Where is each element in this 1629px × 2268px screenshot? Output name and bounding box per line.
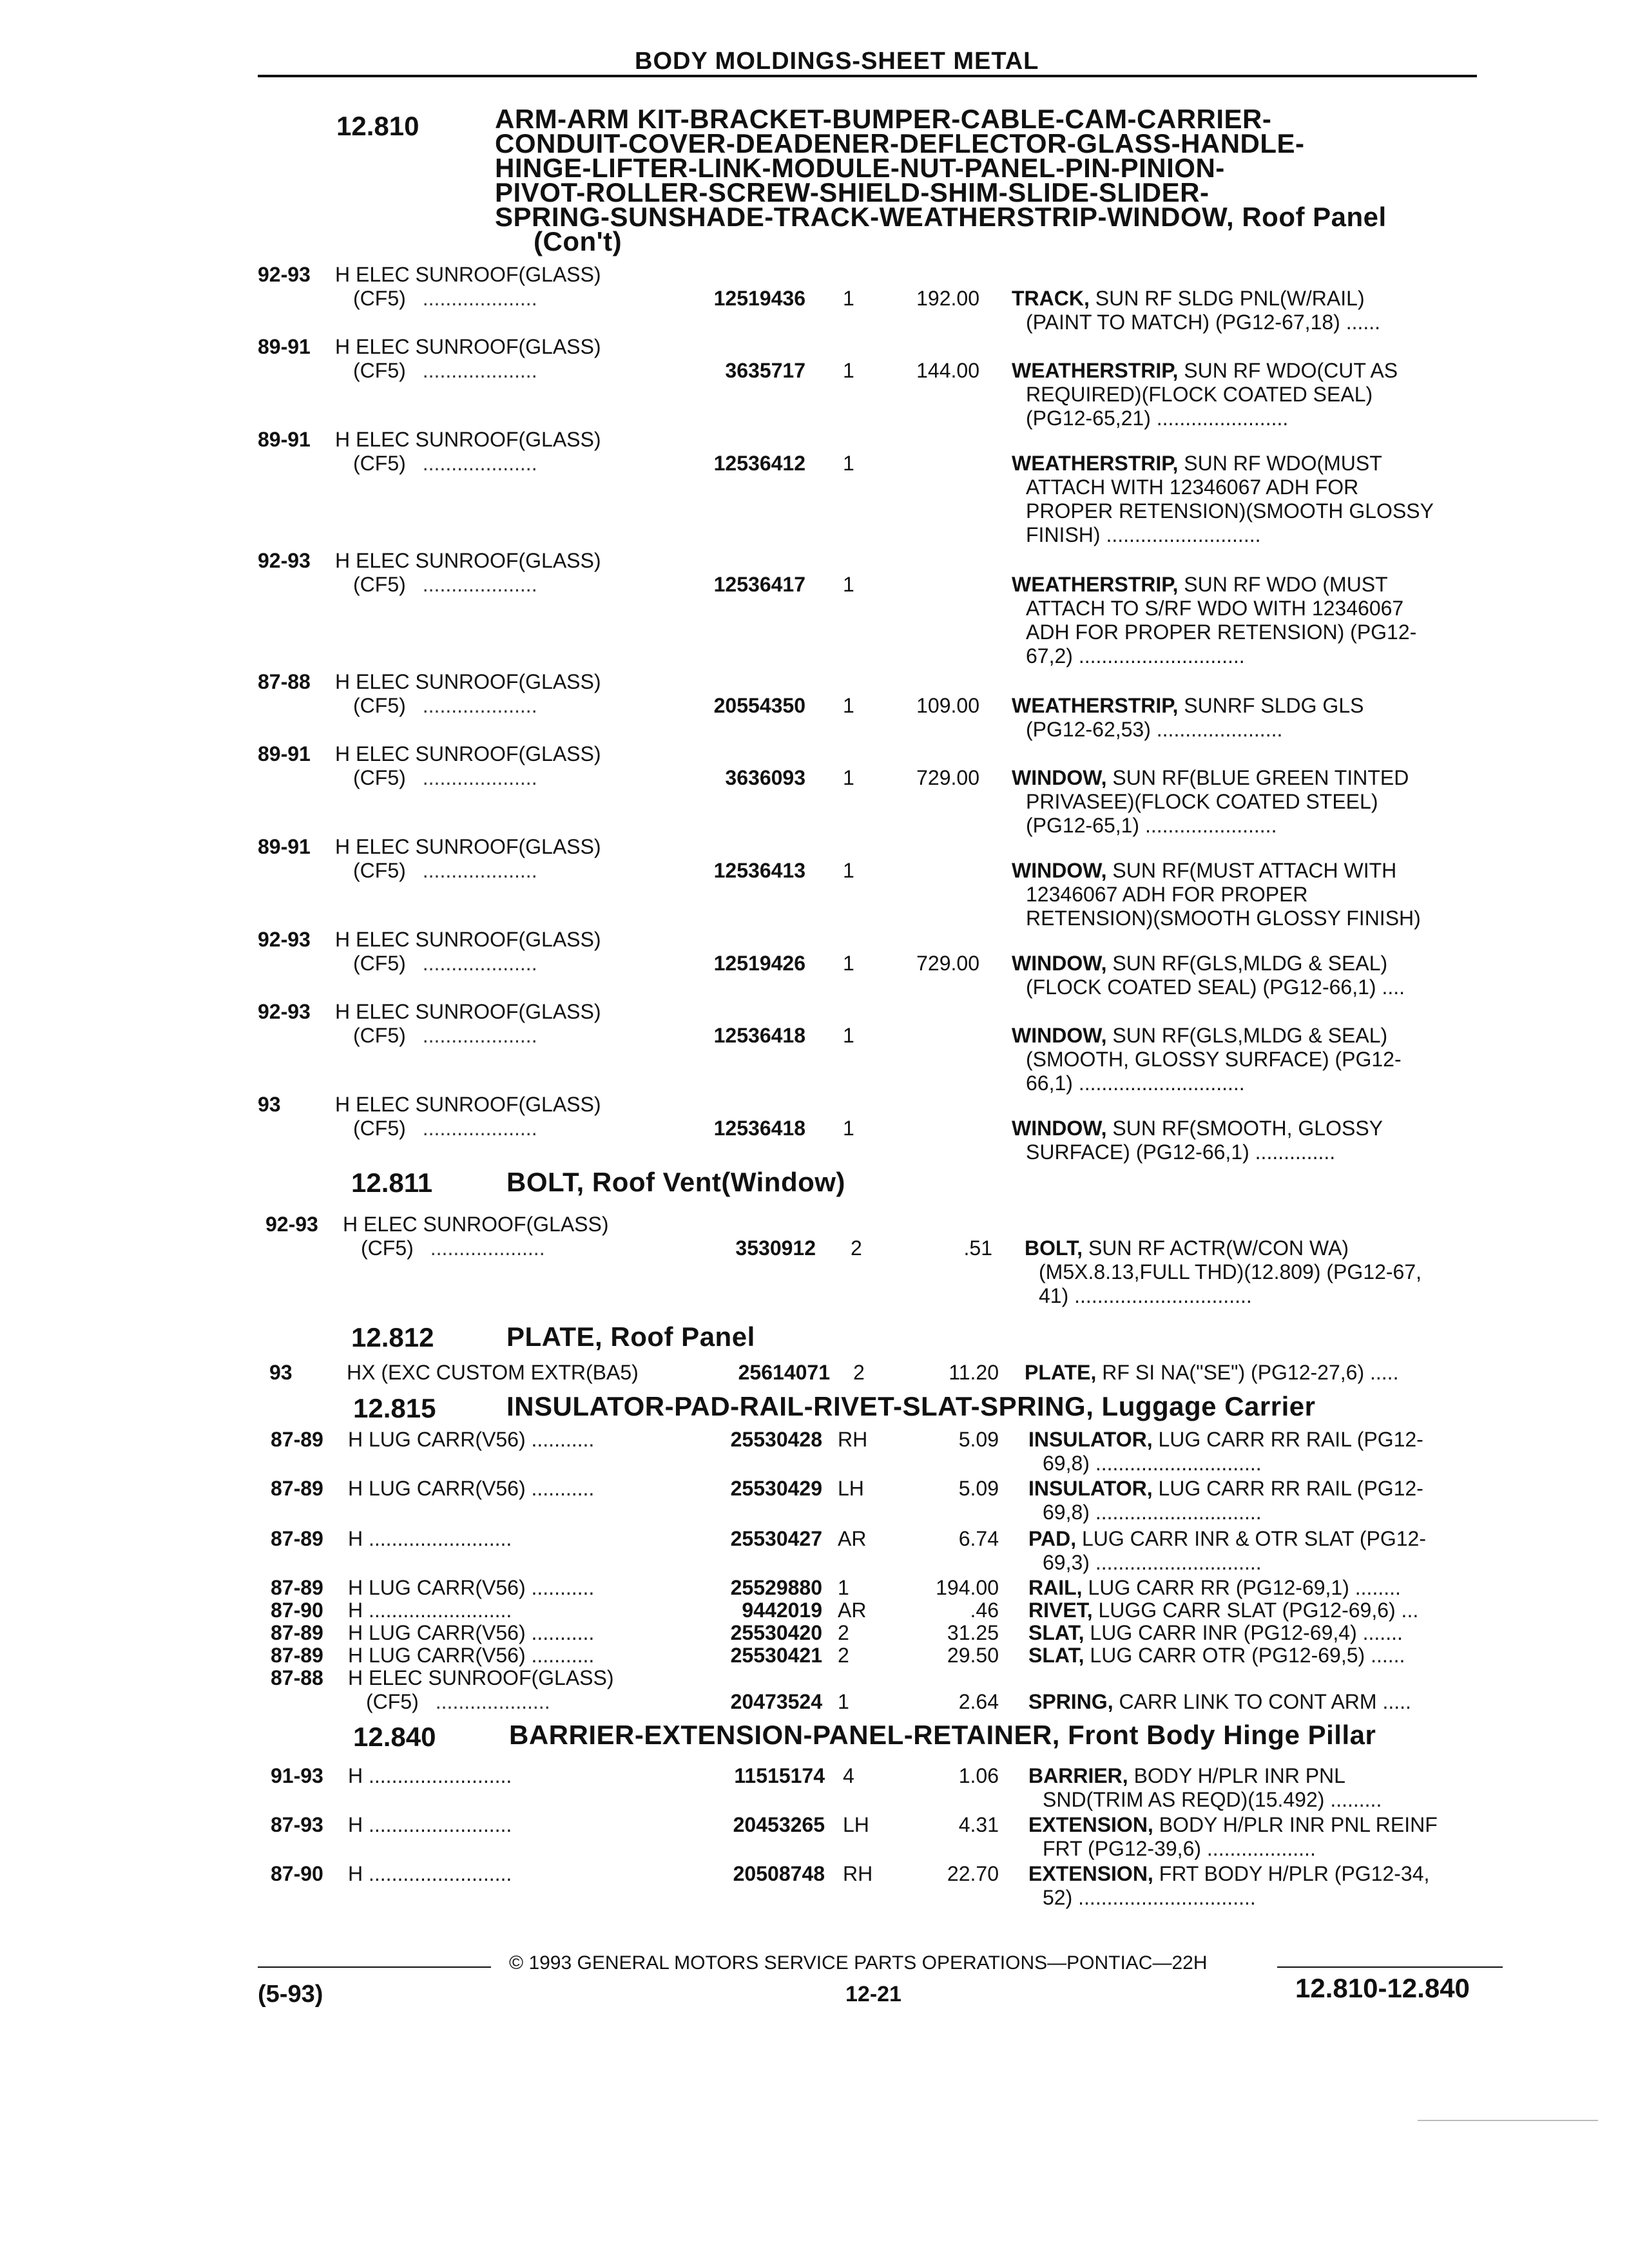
- description-text: CARR LINK TO CONT ARM .....: [1119, 1690, 1411, 1713]
- quantity: 1: [843, 952, 854, 975]
- description-line: [1012, 859, 1489, 883]
- description-line: ATTACH WITH 12346067 ADH FOR: [1026, 476, 1359, 499]
- part-number: 25529880: [730, 1576, 822, 1599]
- section-title: BOLT, Roof Vent(Window): [506, 1167, 845, 1197]
- leader-dots: ....................: [422, 952, 537, 975]
- model-description: H ELEC SUNROOF(GLASS): [335, 742, 601, 765]
- description-line: [1028, 1764, 1505, 1788]
- description-noun: WEATHERSTRIP,: [1012, 359, 1179, 382]
- model-option-line: [366, 1690, 550, 1714]
- part-description: [1025, 1361, 1501, 1385]
- section-number: 12.815: [353, 1393, 436, 1423]
- quantity: RH: [838, 1428, 868, 1451]
- quantity: 2: [838, 1644, 849, 1667]
- option-code: (CF5): [353, 452, 406, 475]
- quantity: 2: [851, 1236, 862, 1260]
- quantity: LH: [838, 1477, 864, 1500]
- description-noun: WINDOW,: [1012, 766, 1107, 789]
- section-title-line: CONDUIT-COVER-DEADENER-DEFLECTOR-GLASS-HANDLE-: [495, 128, 1305, 159]
- price: 729.00: [916, 766, 979, 789]
- description-noun: INSULATOR,: [1028, 1428, 1153, 1451]
- description-text: FRT BODY H/PLR (PG12-34,: [1159, 1862, 1430, 1885]
- price: 192.00: [916, 287, 979, 310]
- price: 11.20: [949, 1361, 999, 1384]
- description-noun: PAD,: [1028, 1527, 1077, 1550]
- option-code: (CF5): [353, 766, 406, 789]
- running-head: BODY MOLDINGS-SHEET METAL: [635, 48, 1039, 75]
- description-noun: EXTENSION,: [1028, 1813, 1153, 1836]
- model-description: H LUG CARR(V56) ...........: [348, 1644, 595, 1667]
- description-noun: SLAT,: [1028, 1621, 1084, 1644]
- description-line: [1028, 1621, 1505, 1645]
- price: 5.09: [958, 1428, 999, 1451]
- model-description: H ELEC SUNROOF(GLASS): [335, 335, 601, 358]
- model-years: 89-91: [258, 742, 311, 765]
- part-description: [1028, 1527, 1505, 1575]
- description-text: LUG CARR RR RAIL (PG12-: [1158, 1477, 1423, 1500]
- model-years: 92-93: [258, 1000, 311, 1023]
- part-description: [1012, 359, 1489, 430]
- quantity: LH: [843, 1813, 869, 1836]
- parts-entry: [258, 549, 1482, 678]
- section-title: BARRIER-EXTENSION-PANEL-RETAINER, Front Body Hinge Pillar: [509, 1720, 1376, 1750]
- description-line: [1025, 1361, 1501, 1385]
- part-description: [1012, 766, 1489, 838]
- model-years: 92-93: [258, 263, 311, 286]
- option-code: (CF5): [353, 859, 406, 882]
- model-description: H .........................: [348, 1813, 512, 1836]
- description-line: 67,2) .............................: [1026, 644, 1245, 668]
- model-option-line: [353, 359, 537, 383]
- parts-entry: [258, 1093, 1482, 1222]
- model-description: H .........................: [348, 1599, 512, 1622]
- section-number: 12.811: [351, 1168, 433, 1198]
- section-title: [495, 104, 1500, 256]
- model-years: 87-89: [271, 1644, 323, 1667]
- leader-dots: ....................: [435, 1690, 550, 1713]
- description-noun: WINDOW,: [1012, 1117, 1107, 1140]
- model-description: HX (EXC CUSTOM EXTR(BA5): [347, 1361, 639, 1384]
- description-line: (PG12-62,53) ......................: [1026, 718, 1283, 741]
- footer-rule: [1277, 1966, 1503, 1968]
- section-title-line: (Con't): [534, 226, 622, 256]
- part-description: [1028, 1862, 1505, 1910]
- model-option-line: [353, 766, 537, 790]
- description-text: SUN RF(SMOOTH, GLOSSY: [1112, 1117, 1383, 1140]
- option-code: (CF5): [353, 694, 406, 717]
- description-line: (PAINT TO MATCH) (PG12-67,18) ......: [1026, 311, 1381, 334]
- description-text: SUN RF WDO(CUT AS: [1184, 359, 1398, 382]
- model-years: 87-90: [271, 1599, 323, 1622]
- model-option-line: [353, 694, 537, 718]
- price: 29.50: [947, 1644, 999, 1667]
- model-option-line: [353, 1024, 537, 1048]
- model-years: 87-89: [271, 1428, 323, 1451]
- price: 1.06: [958, 1764, 999, 1787]
- description-line: 69,3) .............................: [1043, 1551, 1262, 1574]
- model-years: 87-90: [271, 1862, 323, 1885]
- description-text: BODY H/PLR INR PNL REINF: [1159, 1813, 1438, 1836]
- model-years: 87-89: [271, 1621, 323, 1644]
- quantity: AR: [838, 1527, 867, 1550]
- description-line: ADH FOR PROPER RETENSION) (PG12-: [1026, 620, 1417, 644]
- description-line: (FLOCK COATED SEAL) (PG12-66,1) ....: [1026, 975, 1405, 999]
- description-line: (M5X.8.13,FULL THD)(12.809) (PG12-67,: [1039, 1260, 1422, 1283]
- part-number: 25530420: [730, 1621, 822, 1644]
- quantity: 1: [843, 359, 854, 382]
- description-text: LUG CARR RR (PG12-69,1) ........: [1088, 1576, 1401, 1599]
- description-line: FINISH) ...........................: [1026, 523, 1261, 546]
- quantity: 1: [843, 287, 854, 310]
- model-years: 92-93: [258, 928, 311, 951]
- description-noun: INSULATOR,: [1028, 1477, 1153, 1500]
- section-title: INSULATOR-PAD-RAIL-RIVET-SLAT-SPRING, Luggage Carrier: [506, 1391, 1316, 1421]
- parts-entry: [258, 428, 1482, 557]
- quantity: 2: [838, 1621, 849, 1644]
- quantity: RH: [843, 1862, 873, 1885]
- description-text: SUN RF(GLS,MLDG & SEAL): [1112, 1024, 1388, 1047]
- quantity: AR: [838, 1599, 867, 1622]
- footer-section-range: 12.810-12.840: [1295, 1973, 1470, 2003]
- quantity: 2: [853, 1361, 865, 1384]
- model-option-line: [353, 1117, 537, 1140]
- model-option-line: [353, 859, 537, 883]
- model-years: 89-91: [258, 428, 311, 451]
- price: .46: [970, 1599, 999, 1622]
- description-line: [1012, 1024, 1489, 1048]
- model-description: H LUG CARR(V56) ...........: [348, 1477, 595, 1500]
- description-line: [1028, 1527, 1505, 1551]
- part-number: 25614071: [738, 1361, 830, 1384]
- price: 2.64: [958, 1690, 999, 1713]
- description-line: [1028, 1862, 1505, 1886]
- model-description: H ELEC SUNROOF(GLASS): [335, 549, 601, 572]
- price: 109.00: [916, 694, 979, 717]
- part-description: [1028, 1764, 1505, 1812]
- description-noun: RAIL,: [1028, 1576, 1083, 1599]
- part-description: [1012, 859, 1489, 930]
- description-noun: RIVET,: [1028, 1599, 1093, 1622]
- model-option-line: [361, 1236, 545, 1260]
- part-description: [1012, 1024, 1489, 1095]
- description-noun: PLATE,: [1025, 1361, 1097, 1384]
- description-line: [1028, 1477, 1505, 1501]
- part-number: 12536412: [713, 452, 805, 475]
- description-noun: WEATHERSTRIP,: [1012, 573, 1179, 596]
- part-number: 25530421: [730, 1644, 822, 1667]
- leader-dots: ....................: [422, 287, 537, 310]
- part-number: 12519426: [713, 952, 805, 975]
- description-noun: WINDOW,: [1012, 859, 1107, 882]
- model-years: 87-88: [271, 1666, 323, 1689]
- option-code: (CF5): [353, 573, 406, 596]
- model-description: H ELEC SUNROOF(GLASS): [335, 428, 601, 451]
- section-title-line: HINGE-LIFTER-LINK-MODULE-NUT-PANEL-PIN-PINION-: [495, 153, 1225, 183]
- price: 4.31: [958, 1813, 999, 1836]
- description-noun: TRACK,: [1012, 287, 1090, 310]
- leader-dots: ....................: [422, 1117, 537, 1140]
- part-number: 12536418: [713, 1117, 805, 1140]
- parts-entry: [265, 1213, 1482, 1341]
- description-noun: BARRIER,: [1028, 1764, 1128, 1787]
- description-noun: SPRING,: [1028, 1690, 1113, 1713]
- description-line: [1028, 1576, 1505, 1600]
- description-line: 69,8) .............................: [1043, 1452, 1262, 1475]
- section-number: 12.810: [336, 111, 419, 141]
- part-number: 12519436: [713, 287, 805, 310]
- part-number: 3635717: [725, 359, 805, 382]
- description-line: [1028, 1644, 1505, 1667]
- footer-page-number: 12-21: [845, 1982, 901, 2006]
- description-noun: BOLT,: [1025, 1236, 1083, 1260]
- section-title-line: PIVOT-ROLLER-SCREW-SHIELD-SHIM-SLIDE-SLIDER-: [495, 177, 1210, 207]
- option-code: (CF5): [366, 1690, 419, 1713]
- leader-dots: ....................: [422, 359, 537, 382]
- quantity: 1: [843, 766, 854, 789]
- price: 31.25: [947, 1621, 999, 1644]
- footer-date: (5-93): [258, 1981, 323, 2008]
- option-code: (CF5): [353, 287, 406, 310]
- description-text: RF SI NA("SE") (PG12-27,6) .....: [1102, 1361, 1399, 1384]
- description-text: BODY H/PLR INR PNL: [1133, 1764, 1345, 1787]
- leader-dots: ....................: [422, 859, 537, 882]
- description-noun: EXTENSION,: [1028, 1862, 1153, 1885]
- description-line: 69,8) .............................: [1043, 1501, 1262, 1524]
- part-description: [1028, 1477, 1505, 1524]
- description-line: 41) ...............................: [1039, 1284, 1252, 1307]
- description-line: SND(TRIM AS REQD)(15.492) .........: [1043, 1788, 1382, 1811]
- model-years: 87-93: [271, 1813, 323, 1836]
- description-line: [1028, 1813, 1505, 1837]
- part-description: [1012, 287, 1489, 334]
- description-text: SUN RF SLDG PNL(W/RAIL): [1095, 287, 1365, 310]
- model-option-line: [353, 573, 537, 597]
- part-number: 12536418: [713, 1024, 805, 1047]
- leader-dots: ....................: [422, 694, 537, 717]
- model-description: H ELEC SUNROOF(GLASS): [343, 1213, 609, 1236]
- description-line: PROPER RETENSION)(SMOOTH GLOSSY: [1026, 499, 1434, 523]
- footer-copyright: © 1993 GENERAL MOTORS SERVICE PARTS OPERATIONS—PONTIAC—22H: [509, 1952, 1208, 1974]
- part-description: [1028, 1599, 1505, 1622]
- model-years: 87-89: [271, 1477, 323, 1500]
- leader-dots: ....................: [422, 573, 537, 596]
- model-description: H .........................: [348, 1862, 512, 1885]
- description-text: LUG CARR OTR (PG12-69,5) ......: [1090, 1644, 1405, 1667]
- description-line: [1012, 573, 1489, 597]
- description-line: [1012, 359, 1489, 383]
- description-line: [1028, 1428, 1505, 1452]
- part-number: 9442019: [742, 1599, 822, 1622]
- quantity: 1: [843, 452, 854, 475]
- option-code: (CF5): [361, 1236, 414, 1260]
- part-number: 20554350: [713, 694, 805, 717]
- model-description: H .........................: [348, 1527, 512, 1550]
- description-line: RETENSION)(SMOOTH GLOSSY FINISH): [1026, 907, 1421, 930]
- quantity: 1: [843, 694, 854, 717]
- description-line: [1012, 694, 1489, 718]
- model-description: H ELEC SUNROOF(GLASS): [335, 670, 601, 693]
- description-noun: WINDOW,: [1012, 952, 1107, 975]
- price: 22.70: [947, 1862, 999, 1885]
- description-text: LUGG CARR SLAT (PG12-69,6) ...: [1098, 1599, 1419, 1622]
- part-description: [1012, 1117, 1489, 1164]
- part-number: 3530912: [735, 1236, 816, 1260]
- price: 729.00: [916, 952, 979, 975]
- model-option-line: [353, 952, 537, 975]
- model-years: 87-89: [271, 1527, 323, 1550]
- quantity: 1: [843, 573, 854, 596]
- price: 6.74: [958, 1527, 999, 1550]
- model-description: H ELEC SUNROOF(GLASS): [335, 1000, 601, 1023]
- quantity: 4: [843, 1764, 854, 1787]
- model-description: H ELEC SUNROOF(GLASS): [335, 835, 601, 858]
- description-line: [1012, 766, 1489, 790]
- description-line: [1028, 1599, 1505, 1622]
- section-title-line: ARM-ARM KIT-BRACKET-BUMPER-CABLE-CAM-CARRIER-: [495, 104, 1272, 134]
- description-line: ATTACH TO S/RF WDO WITH 12346067: [1026, 597, 1404, 620]
- model-years: 89-91: [258, 335, 311, 358]
- description-text: SUN RF WDO(MUST: [1184, 452, 1382, 475]
- footer-rule: [258, 1966, 491, 1968]
- part-number: 25530429: [730, 1477, 822, 1500]
- description-line: 66,1) .............................: [1026, 1072, 1245, 1095]
- price: 144.00: [916, 359, 979, 382]
- part-description: [1028, 1644, 1505, 1667]
- part-description: [1012, 573, 1489, 668]
- price: 5.09: [958, 1477, 999, 1500]
- quantity: 1: [843, 1117, 854, 1140]
- quantity: 1: [843, 1024, 854, 1047]
- description-line: [1012, 952, 1489, 975]
- section-number: 12.812: [351, 1322, 434, 1352]
- description-noun: WINDOW,: [1012, 1024, 1107, 1047]
- description-text: SUN RF ACTR(W/CON WA): [1088, 1236, 1349, 1260]
- description-line: FRT (PG12-39,6) ...................: [1043, 1837, 1316, 1860]
- description-line: (PG12-65,1) .......................: [1026, 814, 1277, 837]
- model-years: 87-89: [271, 1576, 323, 1599]
- description-noun: WEATHERSTRIP,: [1012, 452, 1179, 475]
- option-code: (CF5): [353, 1024, 406, 1047]
- model-years: 91-93: [271, 1764, 323, 1787]
- option-code: (CF5): [353, 1117, 406, 1140]
- description-text: LUG CARR RR RAIL (PG12-: [1158, 1428, 1423, 1451]
- section-title: PLATE, Roof Panel: [506, 1321, 755, 1352]
- part-number: 25530427: [730, 1527, 822, 1550]
- model-option-line: [353, 287, 537, 311]
- quantity: 1: [838, 1690, 849, 1713]
- description-line: [1012, 452, 1489, 476]
- model-years: 92-93: [265, 1213, 318, 1236]
- part-number: 20453265: [733, 1813, 825, 1836]
- model-description: H .........................: [348, 1764, 512, 1787]
- model-years: 93: [269, 1361, 293, 1384]
- model-years: 92-93: [258, 549, 311, 572]
- description-line: [1025, 1236, 1501, 1260]
- description-text: LUG CARR INR (PG12-69,4) .......: [1090, 1621, 1403, 1644]
- part-description: [1012, 694, 1489, 742]
- part-description: [1025, 1236, 1501, 1308]
- description-line: 52) ...............................: [1043, 1886, 1256, 1909]
- leader-dots: ....................: [422, 1024, 537, 1047]
- part-number: 25530428: [730, 1428, 822, 1451]
- leader-dots: ....................: [422, 766, 537, 789]
- part-description: [1012, 952, 1489, 999]
- description-line: [1012, 1117, 1489, 1140]
- description-text: SUN RF WDO (MUST: [1184, 573, 1388, 596]
- model-option-line: [353, 452, 537, 476]
- part-description: [1028, 1621, 1505, 1645]
- part-number: 3636093: [725, 766, 805, 789]
- option-code: (CF5): [353, 359, 406, 382]
- quantity: 1: [843, 859, 854, 882]
- model-years: 87-88: [258, 670, 311, 693]
- quantity: 1: [838, 1576, 849, 1599]
- description-text: SUN RF(GLS,MLDG & SEAL): [1112, 952, 1388, 975]
- description-text: SUN RF(MUST ATTACH WITH: [1112, 859, 1397, 882]
- description-line: REQUIRED)(FLOCK COATED SEAL): [1026, 383, 1373, 406]
- model-description: H LUG CARR(V56) ...........: [348, 1621, 595, 1644]
- part-description: [1012, 452, 1489, 547]
- part-description: [1028, 1813, 1505, 1861]
- model-description: H LUG CARR(V56) ...........: [348, 1576, 595, 1599]
- price: 194.00: [936, 1576, 999, 1599]
- part-number: 12536417: [713, 573, 805, 596]
- scan-mark: [1418, 2120, 1598, 2121]
- leader-dots: ....................: [422, 452, 537, 475]
- model-years: 89-91: [258, 835, 311, 858]
- model-description: H ELEC SUNROOF(GLASS): [348, 1666, 614, 1689]
- section-title-line: SPRING-SUNSHADE-TRACK-WEATHERSTRIP-WINDOW, Roof Panel: [495, 202, 1387, 232]
- part-number: 11515174: [734, 1764, 825, 1787]
- price: .51: [963, 1236, 992, 1260]
- model-description: H ELEC SUNROOF(GLASS): [335, 928, 601, 951]
- description-line: PRIVASEE)(FLOCK COATED STEEL): [1026, 790, 1378, 813]
- part-number: 20508748: [733, 1862, 825, 1885]
- leader-dots: ....................: [430, 1236, 545, 1260]
- description-noun: WEATHERSTRIP,: [1012, 694, 1179, 717]
- model-description: H ELEC SUNROOF(GLASS): [335, 1093, 601, 1116]
- description-text: SUNRF SLDG GLS: [1184, 694, 1364, 717]
- description-line: SURFACE) (PG12-66,1) ..............: [1026, 1140, 1336, 1164]
- header-rule: [258, 75, 1477, 77]
- part-number: 20473524: [730, 1690, 822, 1713]
- part-description: [1028, 1690, 1505, 1714]
- part-description: [1028, 1428, 1505, 1475]
- model-years: 93: [258, 1093, 281, 1116]
- description-line: (PG12-65,21) .......................: [1026, 407, 1289, 430]
- section-number: 12.840: [353, 1722, 436, 1752]
- option-code: (CF5): [353, 952, 406, 975]
- description-line: (SMOOTH, GLOSSY SURFACE) (PG12-: [1026, 1048, 1402, 1071]
- part-description: [1028, 1576, 1505, 1600]
- description-line: [1012, 287, 1489, 311]
- description-noun: SLAT,: [1028, 1644, 1084, 1667]
- description-line: 12346067 ADH FOR PROPER: [1026, 883, 1308, 906]
- model-description: H LUG CARR(V56) ...........: [348, 1428, 595, 1451]
- description-text: LUG CARR INR & OTR SLAT (PG12-: [1081, 1527, 1426, 1550]
- description-text: SUN RF(BLUE GREEN TINTED: [1112, 766, 1409, 789]
- description-line: [1028, 1690, 1505, 1714]
- part-number: 12536413: [713, 859, 805, 882]
- model-description: H ELEC SUNROOF(GLASS): [335, 263, 601, 286]
